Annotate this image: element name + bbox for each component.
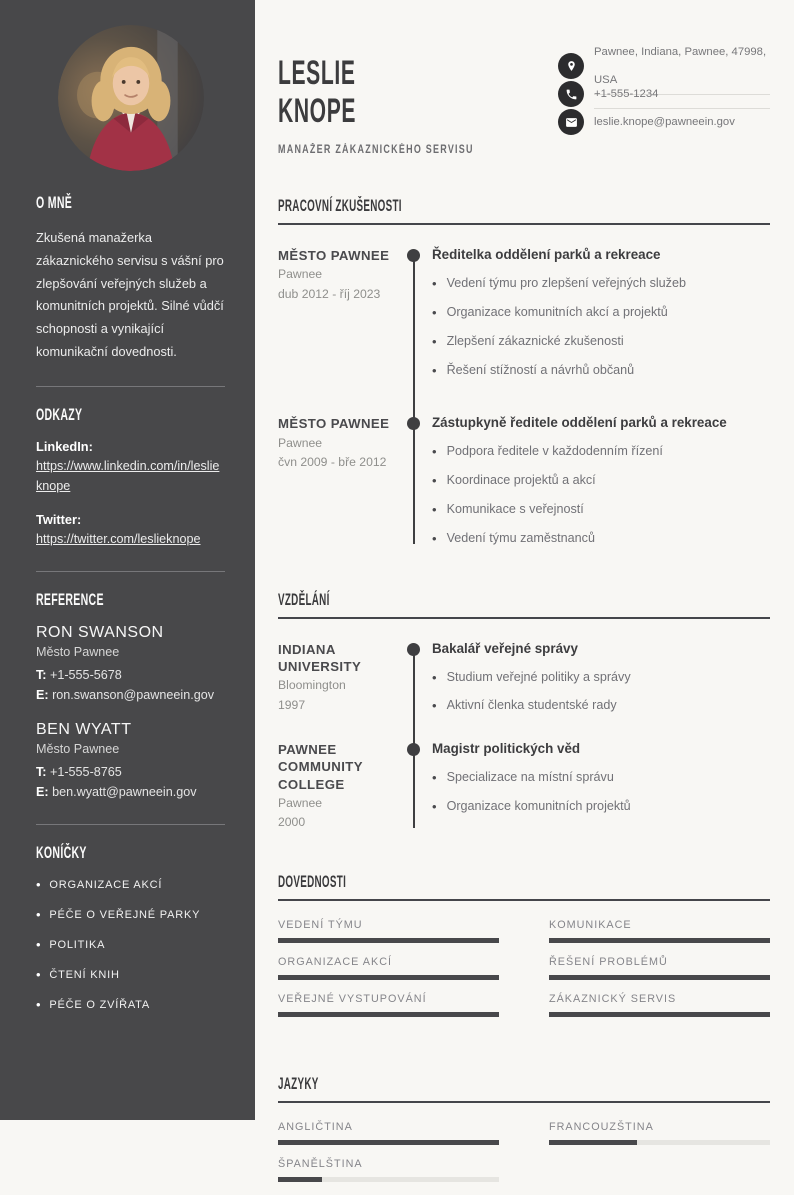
- person-name: [278, 54, 558, 130]
- email-label: E:: [36, 687, 49, 702]
- phone-value: +1-555-5678: [50, 668, 122, 683]
- school-name: INDIANA UNIVERSITY: [278, 641, 362, 674]
- linkedin-label: LinkedIn:: [36, 438, 93, 454]
- degree-bullets: [432, 670, 770, 716]
- languages-heading-text: JAZYKY: [278, 1074, 319, 1094]
- graduation-year: 2000: [278, 815, 306, 830]
- name-block: [278, 50, 558, 158]
- bullet-item: • Studium veřejné politiky a správy: [432, 670, 770, 687]
- language-item: [278, 1158, 499, 1182]
- experience-section: [278, 196, 770, 548]
- language-bar: [278, 1177, 499, 1182]
- reference-email: [36, 783, 225, 803]
- language-bar-fill: [278, 1177, 322, 1182]
- skill-item: [278, 919, 499, 943]
- skills-section: [278, 872, 770, 1030]
- degree-bullets: [432, 770, 770, 816]
- skill-bar: [549, 938, 770, 943]
- timeline-gutter: [398, 415, 432, 547]
- phone-value: +1-555-8765: [50, 765, 122, 780]
- bullet-item: • Aktivní členka studentské rady: [432, 698, 770, 715]
- timeline-dot: [407, 743, 420, 756]
- language-bar-fill: [549, 1140, 637, 1145]
- graduation-year: 1997: [278, 697, 306, 712]
- hobby-item: • POLITIKA: [36, 937, 225, 952]
- skill-item: [549, 993, 770, 1017]
- skill-item: [549, 919, 770, 943]
- skill-bar-fill: [549, 975, 770, 980]
- reference-phone: [36, 666, 225, 686]
- timeline-dot: [407, 643, 420, 656]
- contact-block: [558, 45, 770, 136]
- reference-name: BEN WYATT: [36, 721, 132, 739]
- references-heading: REFERENCE: [36, 590, 104, 610]
- contact-email-text: leslie.knope@pawneein.gov: [594, 116, 735, 128]
- school-location: Bloomington: [278, 678, 346, 693]
- phone-icon: [558, 81, 584, 107]
- language-bar: [278, 1140, 499, 1145]
- skill-item: [549, 956, 770, 980]
- hobby-item: • PÉČE O ZVÍŘATA: [36, 997, 225, 1012]
- position-bullets: [432, 276, 770, 380]
- reference-email: [36, 686, 225, 706]
- skill-bar-fill: [278, 938, 499, 943]
- reference-company: Město Pawnee: [36, 742, 120, 757]
- position-title: Ředitelka oddělení parků a rekreace: [432, 247, 661, 263]
- employment-dates: dub 2012 - říj 2023: [278, 287, 381, 301]
- bullet-item: • Specializace na místní správu: [432, 770, 770, 787]
- position-bullets: [432, 444, 770, 548]
- skill-label: VEDENÍ TÝMU: [278, 919, 363, 932]
- education-entries: [278, 641, 770, 832]
- linkedin-url-link[interactable]: https://www.linkedin.com/in/leslieknope: [36, 458, 220, 493]
- main-content: [255, 0, 794, 1171]
- experience-meta: [278, 415, 398, 547]
- email-value: ben.wyatt@pawneein.gov: [52, 784, 197, 799]
- language-item: [549, 1121, 770, 1145]
- skill-bar: [278, 1012, 499, 1017]
- language-label: FRANCOUZŠTINA: [549, 1121, 654, 1134]
- bullet-item: • Organizace komunitních akcí a projektů: [432, 305, 770, 322]
- education-meta: [278, 641, 398, 716]
- skills-heading: [278, 872, 770, 901]
- company-name: MĚSTO PAWNEE: [278, 416, 390, 432]
- skill-label: KOMUNIKACE: [549, 919, 632, 932]
- position-title: Zástupkyně ředitele oddělení parků a rekreace: [432, 415, 727, 431]
- school-location: Pawnee: [278, 795, 323, 810]
- hobby-item: • PÉČE O VEŘEJNÉ PARKY: [36, 907, 225, 922]
- link-item-twitter: [36, 512, 225, 549]
- job-title: [278, 140, 558, 158]
- skill-bar: [278, 975, 499, 980]
- job-title-text: MANAŽER ZÁKAZNICKÉHO SERVISU: [278, 144, 474, 157]
- hobby-item: • ČTENÍ KNIH: [36, 967, 225, 982]
- reference-phone: [36, 763, 225, 783]
- education-body: [432, 641, 770, 716]
- about-text: Zkušená manažerka zákaznického servisu s vášní pro zlepšování veřejných služeb a komunitních projektů. Silné vůdčí schopnosti a vynikající komunikační dovednosti.: [36, 230, 224, 359]
- experience-entry: [278, 247, 770, 379]
- school-name: PAWNEE COMMUNITY COLLEGE: [278, 742, 363, 792]
- education-entry: [278, 741, 770, 832]
- languages-grid: [278, 1121, 770, 1195]
- phone-label: T:: [36, 765, 47, 780]
- employment-dates: čvn 2009 - bře 2012: [278, 455, 387, 470]
- skill-item: [278, 993, 499, 1017]
- contact-location-text: Pawnee, Indiana, Pawnee, 47998, USA: [594, 38, 770, 95]
- reference-name: RON SWANSON: [36, 624, 164, 642]
- reference-card: [36, 721, 225, 802]
- languages-heading: [278, 1074, 770, 1103]
- contact-row-email: [558, 108, 770, 136]
- timeline-gutter: [398, 741, 432, 832]
- resume-header: [278, 45, 770, 158]
- company-name: MĚSTO PAWNEE: [278, 248, 390, 264]
- link-item-linkedin: [36, 439, 225, 496]
- language-bar-fill: [278, 1140, 499, 1145]
- about-heading: O MNĚ: [36, 193, 73, 212]
- contact-phone-text: +1-555-1234: [594, 80, 770, 109]
- email-icon: [558, 109, 584, 135]
- about-section: [36, 193, 225, 364]
- education-body: [432, 741, 770, 832]
- experience-meta: [278, 247, 398, 379]
- experience-entry: [278, 415, 770, 547]
- bullet-item: • Podpora ředitele v každodenním řízení: [432, 444, 770, 461]
- twitter-url-link[interactable]: https://twitter.com/leslieknope: [36, 531, 201, 546]
- bullet-item: • Koordinace projektů a akcí: [432, 473, 770, 490]
- experience-entries: [278, 247, 770, 548]
- skill-label: ORGANIZACE AKCÍ: [278, 956, 392, 969]
- skill-bar-fill: [278, 975, 499, 980]
- bullet-item: • Vedení týmu pro zlepšení veřejných služeb: [432, 276, 770, 293]
- education-heading-text: VZDĚLÁNÍ: [278, 589, 330, 609]
- skill-bar-fill: [549, 1012, 770, 1017]
- degree-title: Bakalář veřejné správy: [432, 640, 578, 656]
- bullet-item: • Řešení stížností a návrhů občanů: [432, 363, 770, 380]
- skill-item: [278, 956, 499, 980]
- education-meta: [278, 741, 398, 832]
- timeline-dot: [407, 417, 420, 430]
- contact-row-location: [558, 45, 770, 86]
- phone-label: T:: [36, 668, 47, 683]
- company-location: Pawnee: [278, 435, 323, 450]
- timeline-dot: [407, 249, 420, 262]
- links-heading: ODKAZY: [36, 404, 83, 424]
- reference-card: [36, 624, 225, 705]
- experience-heading: [278, 196, 770, 225]
- education-section: [278, 590, 770, 832]
- skill-bar: [549, 1012, 770, 1017]
- hobbies-section: [36, 824, 225, 1012]
- skill-bar: [549, 975, 770, 980]
- skill-bar-fill: [278, 1012, 499, 1017]
- experience-body: [432, 415, 770, 547]
- language-label: ANGLIČTINA: [278, 1121, 353, 1134]
- email-label: E:: [36, 784, 49, 799]
- references-section: [36, 571, 225, 802]
- skill-label: ŘEŠENÍ PROBLÉMŮ: [549, 956, 668, 969]
- education-entry: [278, 641, 770, 716]
- degree-title: Magistr politických věd: [432, 741, 581, 757]
- hobby-item: • ORGANIZACE AKCÍ: [36, 877, 225, 892]
- skills-heading-text: DOVEDNOSTI: [278, 872, 347, 892]
- profile-photo: [58, 25, 204, 171]
- hobby-list: [36, 877, 225, 1012]
- reference-company: Město Pawnee: [36, 645, 120, 660]
- email-value: ron.swanson@pawneein.gov: [52, 687, 215, 702]
- bullet-item: • Zlepšení zákaznické zkušenosti: [432, 334, 770, 351]
- contact-row-phone: [558, 80, 770, 108]
- first-name: LESLIE: [278, 54, 356, 92]
- skill-label: VEŘEJNÉ VYSTUPOVÁNÍ: [278, 993, 427, 1006]
- skill-bar-fill: [549, 938, 770, 943]
- bullet-item: • Vedení týmu zaměstnanců: [432, 531, 770, 548]
- timeline-gutter: [398, 247, 432, 379]
- twitter-label: Twitter:: [36, 511, 82, 527]
- language-label: ŠPANĚLŠTINA: [278, 1158, 363, 1171]
- skill-bar: [278, 938, 499, 943]
- bullet-item: • Komunikace s veřejností: [432, 502, 770, 519]
- skill-label: ZÁKAZNICKÝ SERVIS: [549, 993, 677, 1006]
- sidebar: [0, 0, 255, 1120]
- bullet-item: • Organizace komunitních projektů: [432, 799, 770, 816]
- experience-heading-text: PRACOVNÍ ZKUŠENOSTI: [278, 196, 402, 216]
- language-bar: [549, 1140, 770, 1145]
- company-location: Pawnee: [278, 267, 323, 282]
- language-item: [278, 1121, 499, 1145]
- profile-photo-illustration: [58, 25, 204, 171]
- location-icon: [558, 53, 584, 79]
- last-name: KNOPE: [278, 92, 357, 131]
- languages-section: [278, 1074, 770, 1195]
- timeline-gutter: [398, 641, 432, 716]
- education-heading: [278, 590, 770, 619]
- hobbies-heading: KONÍČKY: [36, 843, 87, 863]
- experience-body: [432, 247, 770, 379]
- links-section: [36, 386, 225, 549]
- skills-grid: [278, 919, 770, 1030]
